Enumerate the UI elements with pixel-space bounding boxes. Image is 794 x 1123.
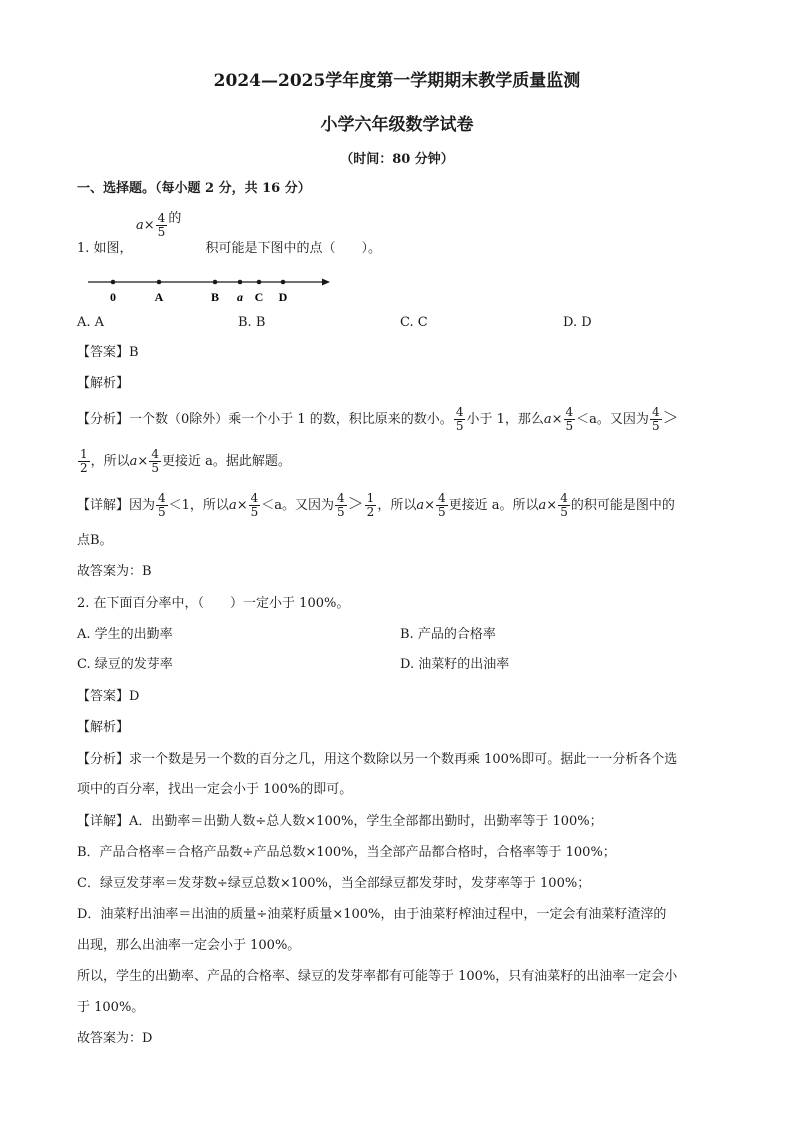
point-B: [213, 280, 218, 285]
section-heading: 一、选择题。（每小题 2 分，共 16 分）: [77, 181, 311, 196]
q1-option-b: B. B: [238, 315, 266, 330]
q2-answer: 【答案】D: [77, 689, 140, 704]
q2-line: 【分析】求一个数是另一个数的百分之几，用这个数除以另一个数再乘 100%即可。据此一一分析各个选: [77, 752, 678, 767]
q1-option-a: A. A: [77, 315, 105, 330]
q1-xiangjie-line1: 【详解】因为 $\frac{4}{5}$ ＜1，所以a× $\frac{4}{5}$ ＜a。又因为 $\frac{4}{5}$ ＞ $\frac{1}{2}$ ，所以a× $\frac{4}{5}$ 更接近 a。所以a× $\frac{4}{5}$ 的积可能是图中的: [77, 491, 675, 519]
label-a: a: [237, 290, 243, 304]
q1-option-d: D. D: [563, 315, 592, 330]
point-C: [257, 280, 262, 285]
label-0: 0: [110, 290, 116, 304]
label-A: A: [154, 290, 164, 304]
q1-option-c: C. C: [400, 315, 428, 330]
q2-line: 于 100%。: [77, 1000, 145, 1015]
q1-answer: 【答案】B: [77, 345, 139, 360]
label-D: D: [278, 290, 288, 304]
label-C: C: [254, 290, 264, 304]
q2-line: D．油菜籽出油率＝出油的质量÷油菜籽质量×100%，由于油菜籽榨油过程中，一定会有油菜籽渣滓的: [77, 907, 667, 922]
q2-analysis-label: 【解析】: [77, 720, 130, 735]
q2-line: 所以，学生的出勤率、产品的合格率、绿豆的发芽率都有可能等于 100%，只有油菜籽的出油率一定会小: [77, 969, 678, 984]
q2-line: 出现，那么出油率一定会小于 100%。: [77, 938, 301, 953]
point-a: [238, 280, 243, 285]
point-A: [157, 280, 162, 285]
q1-analysis-label: 【解析】: [77, 376, 130, 391]
q1-stem: 1. 如图， 积可能是下图中的点（ ）。: [77, 241, 382, 256]
q1-times: ×: [143, 218, 155, 233]
q2-line: C．绿豆发芽率＝发芽数÷绿豆总数×100%，当全部绿豆都发芽时，发芽率等于 100%；: [77, 876, 591, 891]
q2-line: 项中的百分率，找出一定会小于 100%的即可。: [77, 782, 353, 797]
q1-var: a: [136, 218, 144, 233]
q2-line: 【详解】A．出勤率＝出勤人数÷总人数×100%，学生全部都出勤时，出勤率等于 100%；: [77, 814, 603, 829]
q2-stem: 2. 在下面百分率中，（ ）一定小于 100%。: [77, 596, 350, 611]
q2-line: B．产品合格率＝合格产品数÷产品总数×100%，当全部产品都合格时，合格率等于 100%；: [77, 845, 616, 860]
label-B: B: [210, 290, 220, 304]
number-line: [86, 272, 346, 312]
q1-de: 的: [168, 211, 182, 226]
exam-time: （时间：80 分钟）: [340, 152, 454, 167]
q2-option-b: B. 产品的合格率: [400, 627, 496, 642]
point-D: [281, 280, 286, 285]
point-0: [111, 280, 116, 285]
q2-option-a: A. 学生的出勤率: [77, 627, 173, 642]
q2-option-c: C. 绿豆的发芽率: [77, 657, 173, 672]
q2-final-answer: 故答案为：D: [77, 1031, 153, 1046]
q1-fenxi-line1: 【分析】一个数（0除外）乘一个小于 1 的数，积比原来的数小。 $\frac{4}{5}$ 小于 1，那么a× $\frac{4}{5}$ ＜a。又因为 $\frac{4}{5}$ ＞: [77, 405, 679, 433]
q1-expression: [136, 212, 181, 239]
q1-fraction: $\frac{4}{5}$: [157, 211, 166, 239]
exam-subtitle: 小学六年级数学试卷: [320, 115, 474, 135]
q1-fenxi-line2: $\frac{1}{2}$ ，所以a× $\frac{4}{5}$ 更接近 a。据此解题。: [80, 447, 291, 475]
q1-xiangjie-line2: 点B。: [77, 533, 113, 548]
q1-final-answer: 故答案为：B: [77, 564, 152, 579]
exam-title: 2024—2025学年度第一学期期末教学质量监测: [213, 71, 581, 91]
q2-option-d: D. 油菜籽的出油率: [400, 657, 510, 672]
